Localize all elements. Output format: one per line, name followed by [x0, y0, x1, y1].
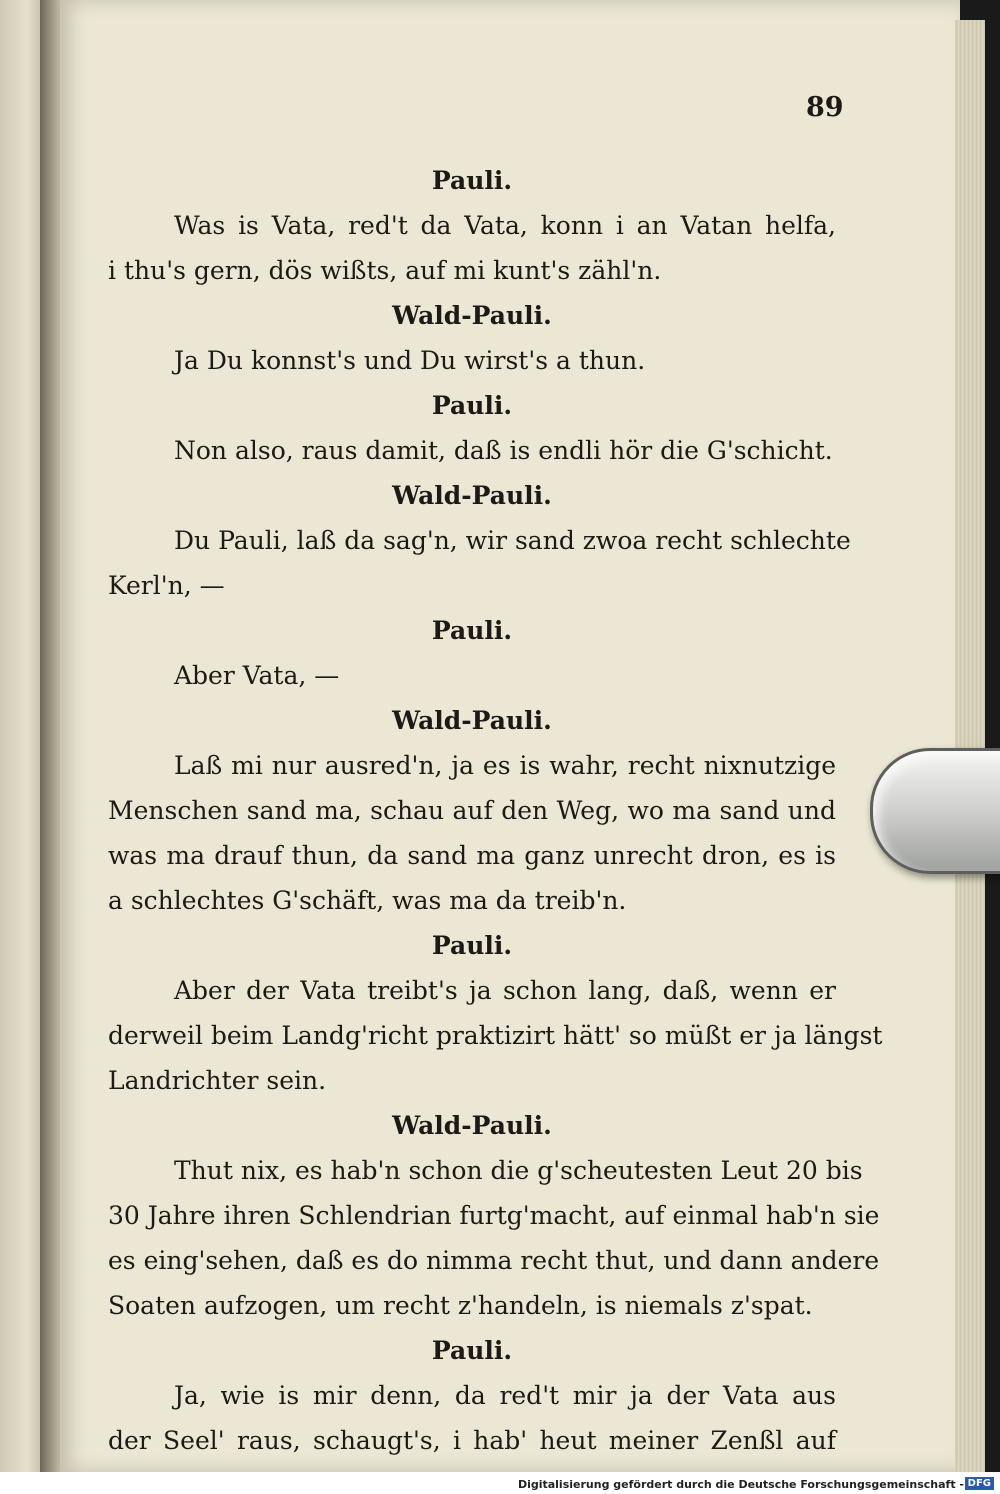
page-clip — [870, 748, 1000, 874]
text-line: Ja Du konnst's und Du wirst's a thun. — [174, 346, 646, 375]
text-line: was ma drauf thun, da sand ma ganz unrecht dron, es is — [108, 841, 836, 870]
text-line: der Seel' raus, schaugt's, i hab' heut meiner Zenßl auf — [108, 1426, 836, 1455]
speaker-name: Pauli. — [431, 616, 513, 645]
text-line: 30 Jahre ihren Schlendrian furtg'macht, auf einmal hab'n sie — [108, 1201, 880, 1230]
text-line: Landrichter sein. — [108, 1066, 327, 1095]
text-line: es eing'sehen, daß es do nimma recht thut, und dann andere — [108, 1246, 880, 1275]
speaker-name: Pauli. — [431, 1336, 513, 1365]
speaker-name: Wald-Pauli. — [392, 706, 552, 735]
speaker-name: Pauli. — [431, 391, 513, 420]
text-line: Thut nix, es hab'n schon die g'scheutesten Leut 20 bis — [174, 1156, 863, 1185]
speaker-name: Pauli. — [431, 931, 513, 960]
text-line: Menschen sand ma, schau auf den Weg, wo ma sand und — [108, 796, 836, 825]
text-line: Aber Vata, — — [174, 661, 340, 690]
text-line: derweil beim Landg'richt praktizirt hätt' so müßt er ja längst — [108, 1021, 883, 1050]
dfg-logo: DFG — [965, 1477, 994, 1490]
speaker-name: Wald-Pauli. — [392, 301, 552, 330]
text-line: Soaten aufzogen, um recht z'handeln, is niemals z'spat. — [108, 1291, 813, 1320]
speaker-name: Wald-Pauli. — [392, 481, 552, 510]
text-line: a schlechtes G'schäft, was ma da treib'n. — [108, 886, 627, 915]
page-text — [108, 158, 883, 1463]
page-stack-edge — [955, 20, 985, 1472]
text-line: Du Pauli, laß da sag'n, wir sand zwoa recht schlechte — [174, 526, 851, 555]
speaker-name: Pauli. — [431, 166, 513, 195]
text-line: Aber der Vata treibt's ja schon lang, daß, wenn er — [174, 976, 836, 1005]
text-line: Non also, raus damit, daß is endli hör die G'schicht. — [174, 436, 833, 465]
text-line: Ja, wie is mir denn, da red't mir ja der Vata aus — [174, 1381, 836, 1410]
text-line: i thu's gern, dös wißts, auf mi kunt's zähl'n. — [108, 256, 662, 285]
page-number: 89 — [806, 92, 844, 123]
text-line: Kerl'n, — — [108, 571, 225, 600]
text-line: Laß mi nur ausred'n, ja es is wahr, recht nixnutzige — [174, 751, 836, 780]
speaker-name: Wald-Pauli. — [392, 1111, 552, 1140]
digitization-credit: Digitalisierung gefördert durch die Deutsche Forschungsgemeinschaft - — [517, 1478, 964, 1491]
text-line: Was is Vata, red't da Vata, konn i an Vatan helfa, — [174, 211, 836, 240]
